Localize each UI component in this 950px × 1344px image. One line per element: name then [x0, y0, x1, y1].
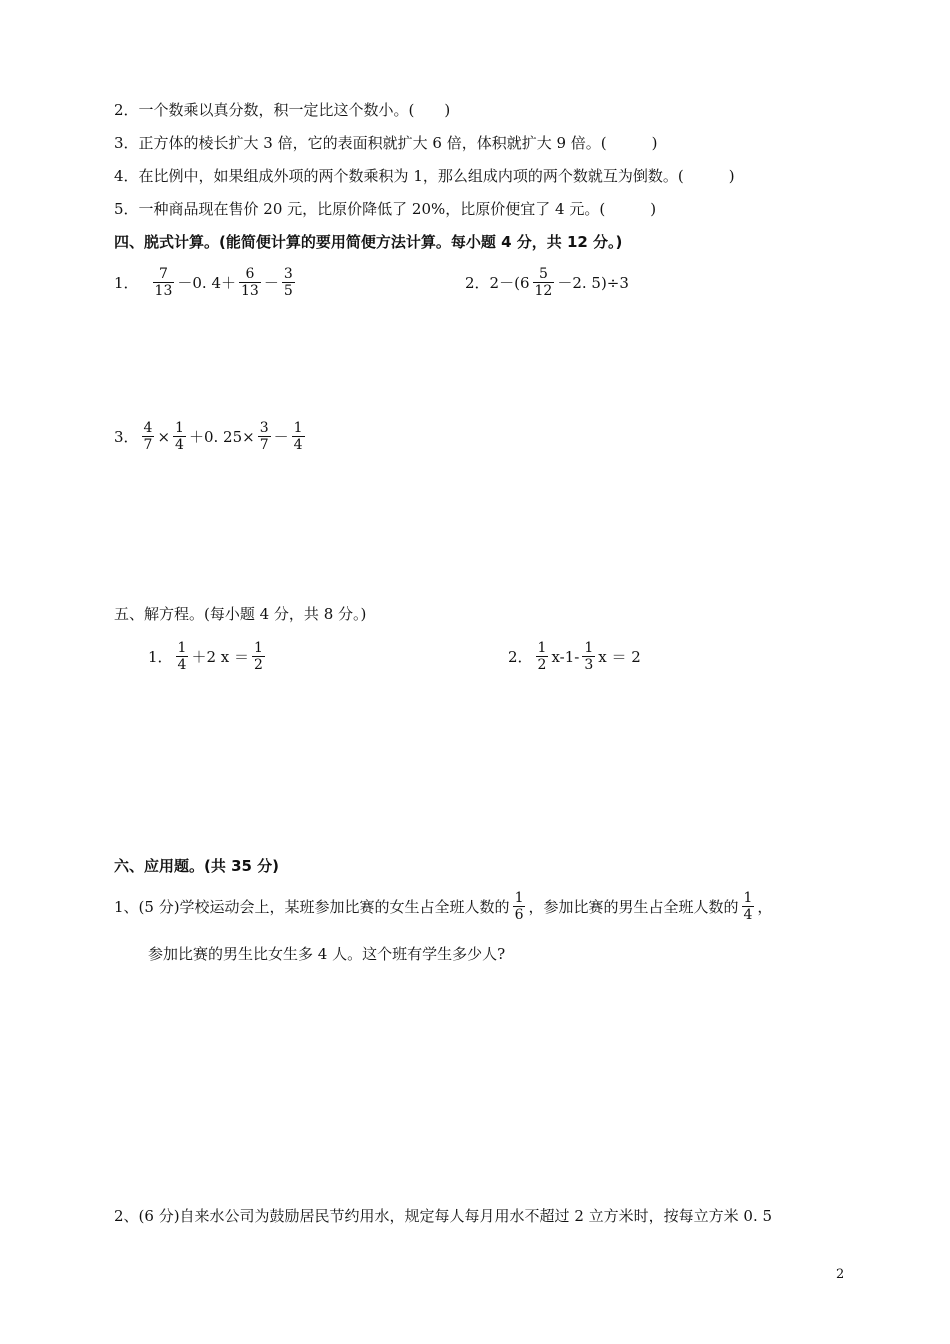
fraction: $\frac{1}{4}$ — [293, 420, 303, 453]
expression-text: x-1- — [551, 647, 580, 666]
expression-text: x ＝ 2 — [598, 648, 641, 666]
expression-text: ＋2 x ＝ — [191, 648, 250, 666]
problem-text: ， — [757, 898, 773, 916]
section-6-title: 六、应用题。(共 35 分) — [114, 857, 280, 875]
section-4-title: 四、脱式计算。(能简便计算的要用简便方法计算。每小题 4 分，共 12 分。) — [114, 233, 623, 251]
fraction: $\frac{1}{4}$ — [177, 640, 187, 673]
fraction: $\frac{3}{7}$ — [259, 420, 269, 453]
expression-text: － — [263, 274, 279, 292]
calc-problem-3 — [114, 420, 308, 453]
judge-question-3: 3．正方体的棱长扩大 3 倍，它的表面积就扩大 6 倍，体积就扩大 9 倍。( ) — [114, 134, 658, 152]
expression-text: × — [157, 427, 171, 446]
problem-label: 3． — [114, 428, 139, 446]
fraction: $\frac{7}{13}$ — [154, 266, 173, 299]
problem-label: 1． — [148, 648, 173, 666]
expression-text: 2－(6 — [489, 274, 530, 292]
application-problem-2: 2、(6 分)自来水公司为鼓励居民节约用水，规定每人每月用水不超过 2 立方米时，按每立方米 0. 5 — [114, 1207, 773, 1225]
calc-problem-2 — [465, 266, 629, 299]
fraction: $\frac{1}{4}$ — [743, 890, 753, 923]
problem-label: 2． — [465, 274, 490, 292]
expression-text: －0. 4＋ — [177, 274, 236, 292]
problem-label: 1． — [114, 274, 139, 292]
problem-text: ，参加比赛的男生占全班人数的 — [528, 898, 739, 916]
expression-text: － — [273, 428, 289, 446]
fraction: $\frac{4}{7}$ — [143, 420, 153, 453]
judge-question-4: 4．在比例中，如果组成外项的两个数乘积为 1，那么组成内项的两个数就互为倒数。( ) — [114, 167, 735, 185]
fraction: $\frac{1}{3}$ — [584, 640, 594, 673]
fraction: $\frac{1}{2}$ — [254, 640, 263, 673]
fraction: $\frac{1}{4}$ — [175, 420, 184, 453]
application-problem-1-line-2: 参加比赛的男生比女生多 4 人。这个班有学生多少人? — [148, 945, 506, 963]
judge-question-5: 5．一种商品现在售价 20 元，比原价降低了 20%，比原价便宜了 4 元。( ) — [114, 200, 657, 218]
fraction: $\frac{3}{5}$ — [283, 266, 293, 299]
equation-1 — [148, 640, 268, 673]
page-number: 2 — [836, 1267, 845, 1282]
problem-label: 2． — [508, 648, 533, 666]
fraction: $\frac{6}{13}$ — [241, 266, 259, 299]
fraction: $\frac{1}{2}$ — [537, 640, 547, 673]
judge-question-2: 2．一个数乘以真分数，积一定比这个数小。( ) — [114, 101, 451, 119]
problem-text: 1、(5 分)学校运动会上，某班参加比赛的女生占全班人数的 — [114, 898, 510, 916]
equation-2 — [508, 640, 641, 673]
fraction: $\frac{5}{12}$ — [534, 266, 553, 299]
section-5-title: 五、解方程。(每小题 4 分，共 8 分。) — [114, 605, 367, 623]
application-problem-1 — [114, 890, 772, 923]
expression-text: ＋0. 25× — [188, 428, 255, 446]
expression-text: －2. 5)÷3 — [557, 274, 629, 292]
fraction: $\frac{1}{6}$ — [514, 890, 524, 923]
calc-problem-1 — [114, 266, 298, 299]
